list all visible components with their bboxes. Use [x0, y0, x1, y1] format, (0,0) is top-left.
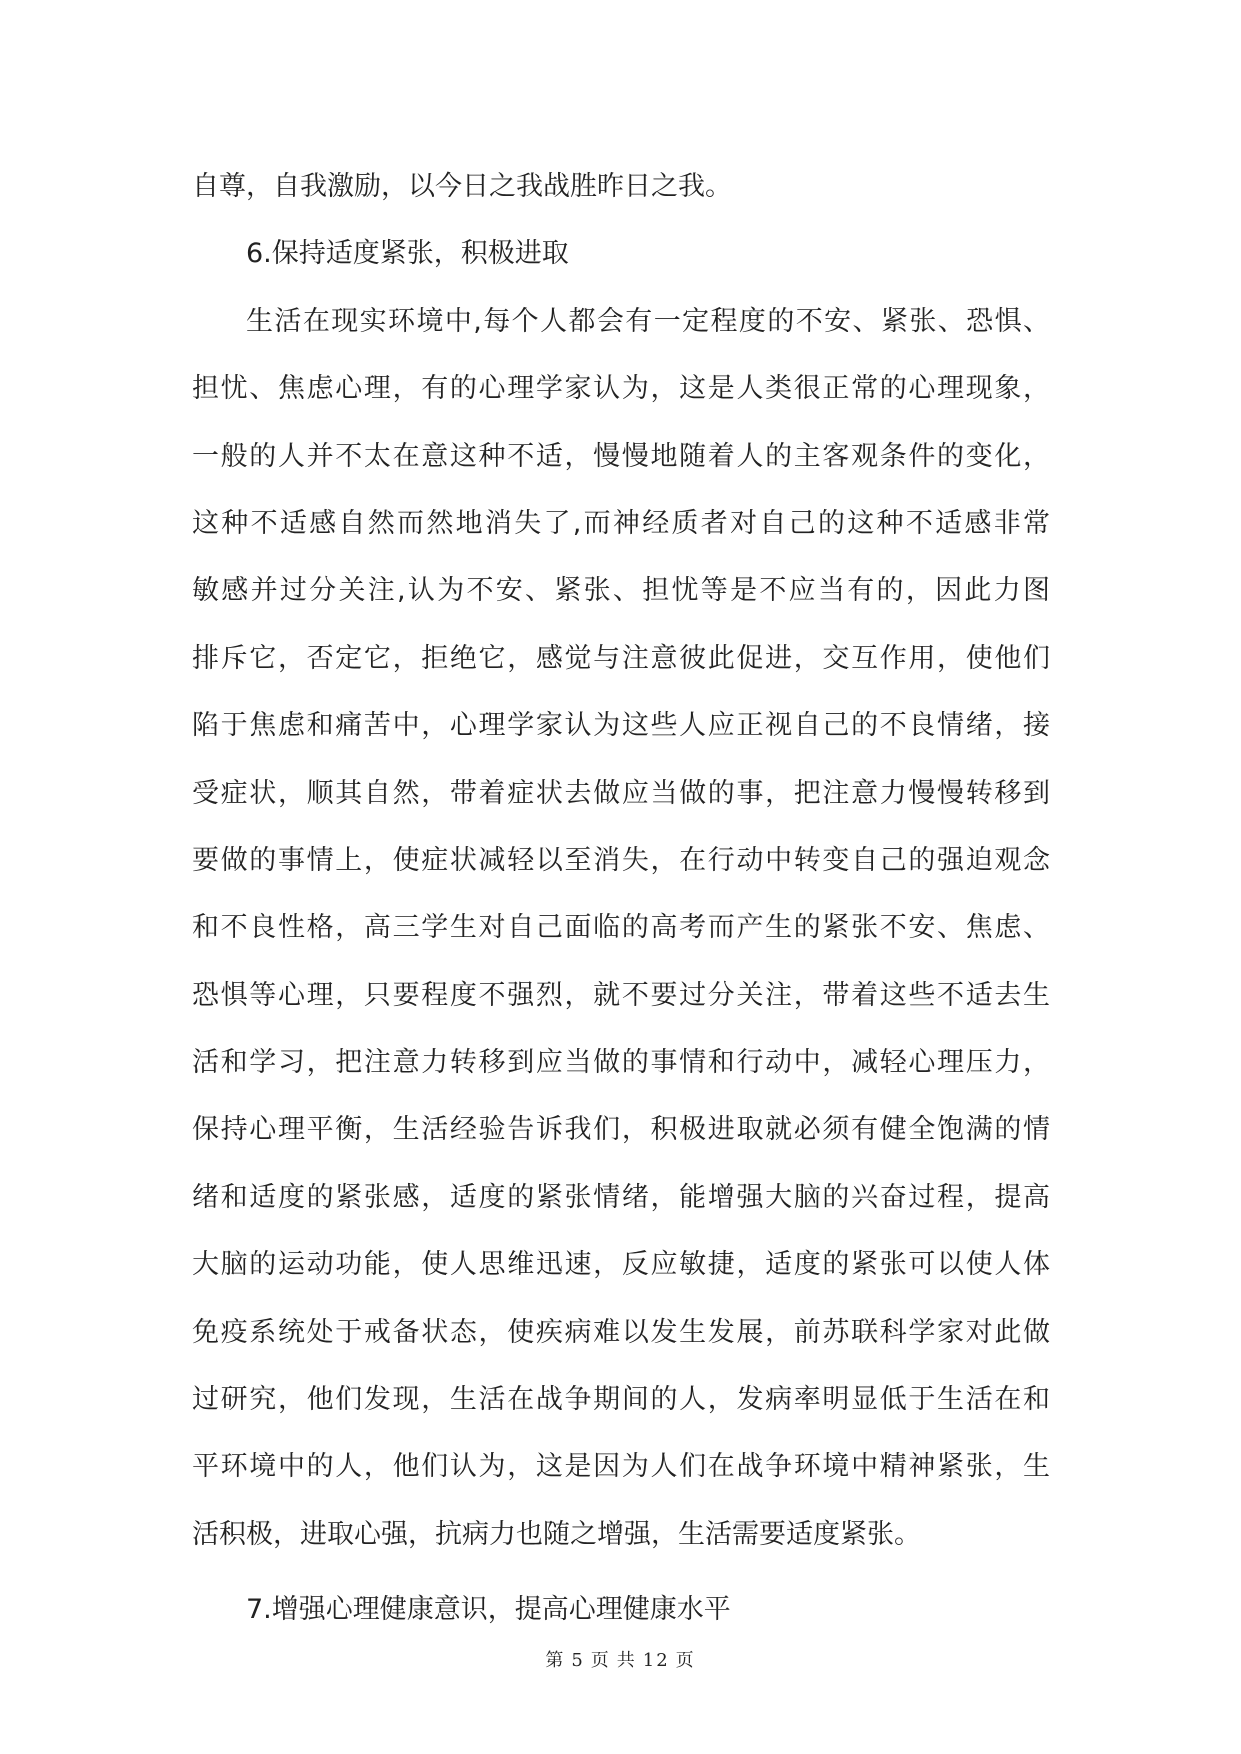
footer-total-pages: 12 [642, 1650, 670, 1671]
paragraph-line: 这种不适感自然而然地消失了,而神经质者对自己的这种不适感非常 [192, 507, 1050, 539]
paragraph-line: 陷于焦虑和痛苦中，心理学家认为这些人应正视自己的不良情绪，接 [192, 710, 1050, 742]
section-heading: 6.保持适度紧张，积极进取 [246, 238, 569, 270]
body-text [192, 153, 1050, 1644]
paragraph-line: 活和学习，把注意力转移到应当做的事情和行动中，减轻心理压力， [192, 1047, 1050, 1079]
paragraph-line: 要做的事情上，使症状减轻以至消失，在行动中转变自己的强迫观念 [192, 844, 1050, 876]
paragraph-line: 过研究，他们发现，生活在战争期间的人，发病率明显低于生活在和 [192, 1384, 1050, 1416]
paragraph-line: 一般的人并不太在意这种不适，慢慢地随着人的主客观条件的变化， [192, 440, 1050, 472]
page-footer [0, 1646, 1241, 1672]
footer-prefix: 第 [545, 1650, 566, 1671]
footer-page-word: 页 [590, 1650, 611, 1671]
paragraph-line: 保持心理平衡，生活经验告诉我们，积极进取就必须有健全饱满的情 [192, 1114, 1050, 1146]
paragraph-line: 恐惧等心理，只要程度不强烈，就不要过分关注，带着这些不适去生 [192, 979, 1050, 1011]
section-heading: 7.增强心理健康意识，提高心理健康水平 [246, 1594, 731, 1626]
paragraph-line: 活积极，进取心强，抗病力也随之增强，生活需要适度紧张。 [192, 1518, 921, 1550]
paragraph-line: 生活在现实环境中,每个人都会有一定程度的不安、紧张、恐惧、 [246, 305, 1050, 337]
footer-current-page: 5 [571, 1650, 585, 1671]
footer-suffix: 页 [675, 1650, 696, 1671]
paragraph-line: 大脑的运动功能，使人思维迅速，反应敏捷，适度的紧张可以使人体 [192, 1249, 1050, 1281]
paragraph-line: 免疫系统处于戒备状态，使疾病难以发生发展，前苏联科学家对此做 [192, 1316, 1050, 1348]
paragraph-line: 敏感并过分关注,认为不安、紧张、担忧等是不应当有的，因此力图 [192, 575, 1050, 607]
paragraph-line: 排斥它，否定它，拒绝它，感觉与注意彼此促进，交互作用，使他们 [192, 642, 1050, 674]
paragraph-line: 担忧、焦虑心理，有的心理学家认为，这是人类很正常的心理现象， [192, 373, 1050, 405]
paragraph-line: 平环境中的人，他们认为，这是因为人们在战争环境中精神紧张，生 [192, 1451, 1050, 1483]
paragraph-line: 绪和适度的紧张感，适度的紧张情绪，能增强大脑的兴奋过程，提高 [192, 1181, 1050, 1213]
paragraph-line: 和不良性格，高三学生对自己面临的高考而产生的紧张不安、焦虑、 [192, 912, 1050, 944]
paragraph-line: 自尊，自我激励，以今日之我战胜昨日之我。 [192, 171, 732, 202]
paragraph-line: 受症状，顺其自然，带着症状去做应当做的事，把注意力慢慢转移到 [192, 777, 1050, 809]
footer-total-word: 共 [616, 1650, 637, 1671]
